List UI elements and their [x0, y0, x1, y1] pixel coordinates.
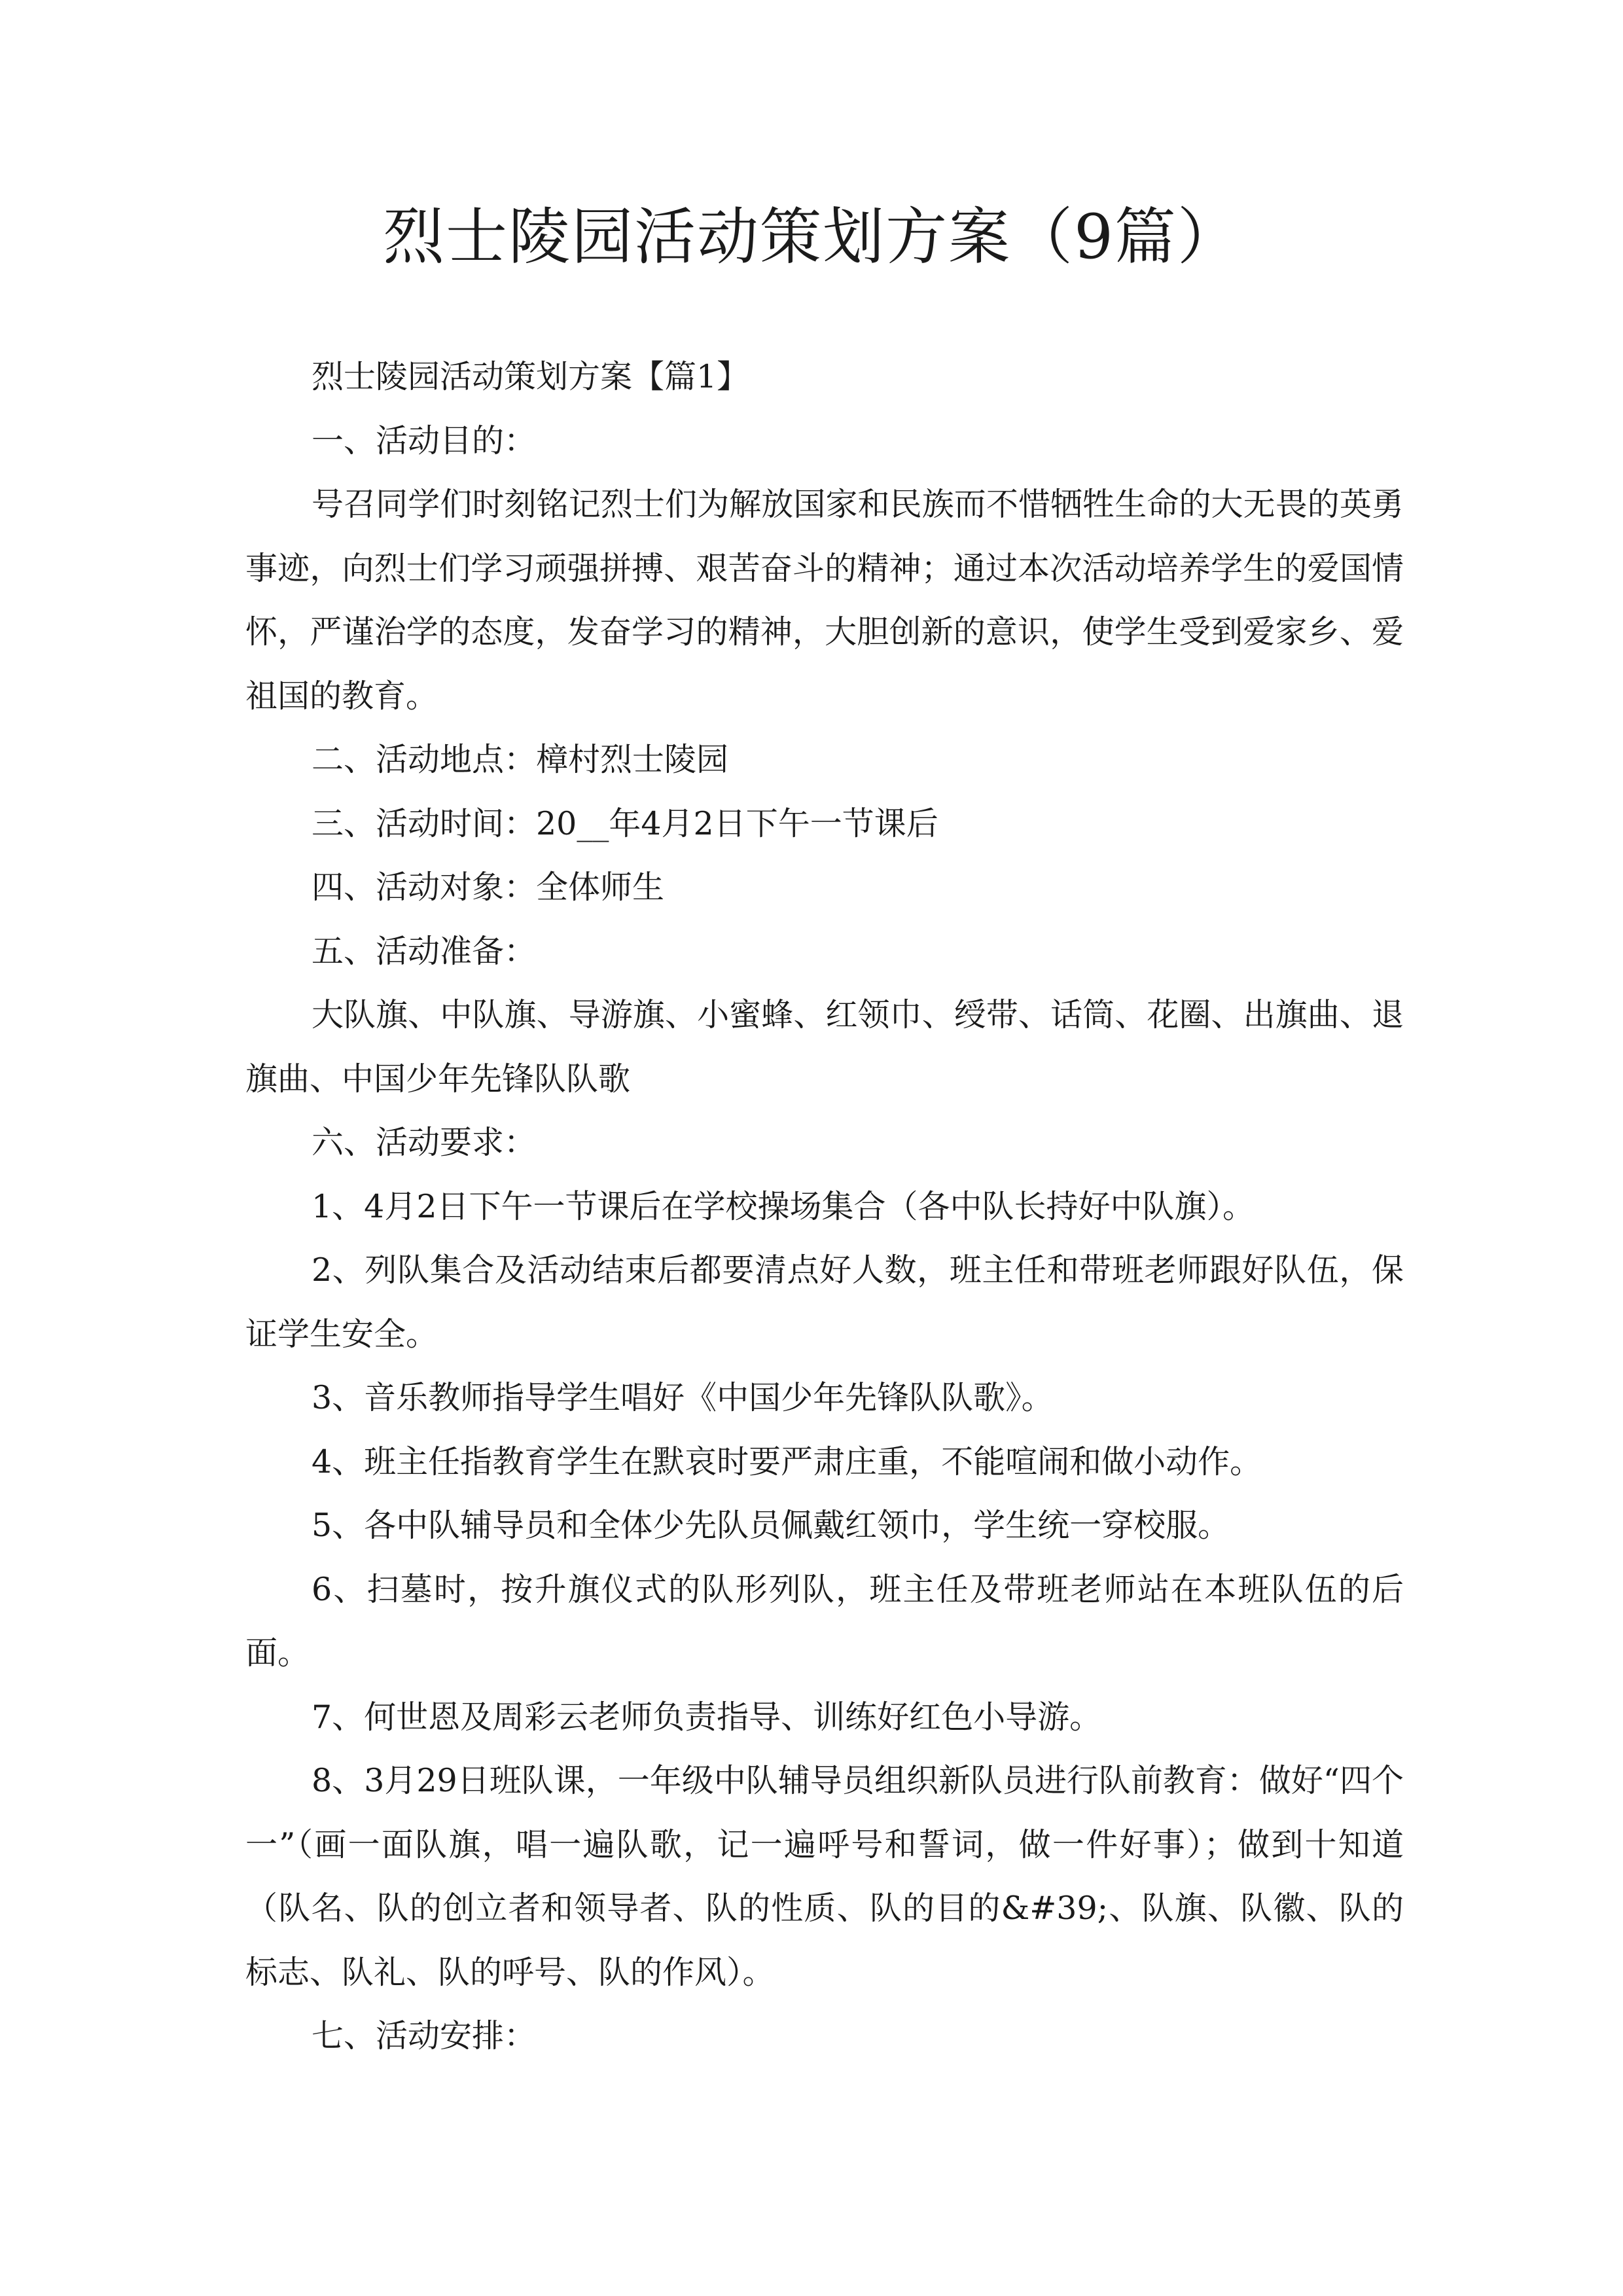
- requirement-item: 2、列队集合及活动结束后都要清点好人数，班主任和带班老师跟好队伍，保证学生安全。: [245, 1251, 1404, 1353]
- requirement-item: 5、各中队辅导员和全体少先队员佩戴红领巾，学生统一穿校服。: [312, 1507, 1230, 1544]
- requirement-item: 6、扫墓时，按升旗仪式的队形列队，班主任及带班老师站在本班队伍的后面。: [245, 1570, 1404, 1672]
- requirement-item: 8、3月29日班队课，一年级中队辅导员组织新队员进行队前教育：做好“四个一”（画一面队旗，唱一遍队歌，记一遍呼号和誓词，做一件好事）；做到十知道（队名、队的创立者和领导者、队的性质、队的目的&#39;、队旗、队徽、队的标志、队礼、队的呼号、队的作风）。: [245, 1762, 1404, 1991]
- heading-activity-requirements: 六、活动要求：: [312, 1124, 537, 1161]
- document-body: [245, 345, 1404, 2068]
- heading-activity-arrangement: 七、活动安排：: [312, 2017, 537, 2054]
- paragraph-purpose-text: 号召同学们时刻铭记烈士们为解放国家和民族而不惜牺牲生命的大无畏的英勇事迹，向烈士们学习顽强拼搏、艰苦奋斗的精神；通过本次活动培养学生的爱国情怀，严谨治学的态度，发奋学习的精神，大胆创新的意识，使学生受到爱家乡、爱祖国的教育。: [245, 486, 1404, 715]
- document-title: 烈士陵园活动策划方案（9篇）: [383, 202, 1240, 273]
- paragraph-preparation-list: 大队旗、中队旗、导游旗、小蜜蜂、红领巾、绶带、话筒、花圈、出旗曲、退旗曲、中国少年先锋队队歌: [245, 996, 1404, 1098]
- requirement-item: 7、何世恩及周彩云老师负责指导、训练好红色小导游。: [312, 1698, 1102, 1736]
- requirement-item: 4、班主任指教育学生在默哀时要严肃庄重，不能喧闹和做小动作。: [312, 1443, 1262, 1480]
- section-heading-chapter-1: 烈士陵园活动策划方案【篇1】: [312, 358, 749, 395]
- requirement-item: 1、4月2日下午一节课后在学校操场集合（各中队长持好中队旗）。: [312, 1187, 1255, 1225]
- heading-activity-location: 二、活动地点：樟村烈士陵园: [312, 741, 729, 778]
- heading-activity-purpose: 一、活动目的：: [312, 422, 537, 459]
- heading-activity-participants: 四、活动对象：全体师生: [312, 869, 665, 906]
- requirement-item: 3、音乐教师指导学生唱好《中国少年先锋队队歌》。: [312, 1379, 1054, 1416]
- heading-activity-time: 三、活动时间：20__年4月2日下午一节课后: [312, 804, 938, 842]
- heading-activity-preparation: 五、活动准备：: [312, 932, 537, 970]
